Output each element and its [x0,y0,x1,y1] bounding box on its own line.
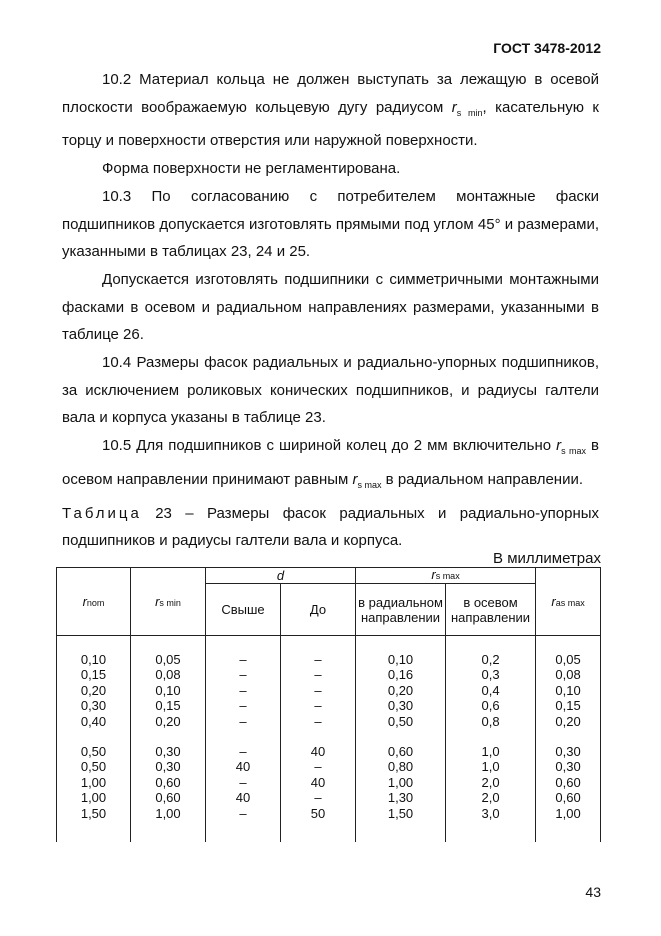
table-cell: 2,0 [481,790,500,806]
value-group [131,744,205,821]
value-group [446,744,535,821]
table-cell: – [239,805,247,821]
units-label: В миллиметрах [493,550,601,567]
table-cell: 0,60 [555,774,581,790]
table-cell: 1,0 [481,744,500,760]
table-cell: 1,50 [387,805,414,821]
table-cell: 3,0 [481,805,500,821]
table-cell: 0,6 [481,698,500,714]
table-cell: 0,30 [387,698,414,714]
table-cell: 1,00 [80,790,107,806]
table-cell: 0,30 [155,759,181,775]
table-cell: 0,30 [555,744,581,760]
paragraph-symmetric: Допускается изготовлять подшипники с симметричными монтажными фасками в осевом и радиальном направлениях размерами, указанными в таблице 26. [62,270,599,344]
col-r-nom [57,636,131,843]
value-group [536,744,600,821]
value-group [356,744,445,821]
table-caption: Таблица 23 – Размеры фасок радиальных и радиально-упорных подшипников и радиусы галтели вала и корпуса. [62,504,600,550]
table-cell: 0,20 [555,713,581,729]
table-cell: 1,00 [387,774,414,790]
col-radial [356,636,446,843]
table-cell: 0,4 [481,682,500,698]
paragraph-10-5: 10.5 Для подшипников с шириной колец до 2 мм включительно $r_{s max}$ в осевом направлении принимают равным $r_{s max}$ в радиальном направлении. [62,437,600,490]
page-number: 43 [585,884,601,900]
table-cell: 0,08 [555,667,581,683]
header-rs-max: rs max [356,568,536,584]
paragraph-10-2: 10.2 Материал кольца не должен выступать за лежащую в осевой плоскости воображаемую кольцевую дугу радиусом $r_{s min}$, касательную к торцу и поверхности отверстия или наружной поверхности. [62,71,599,150]
table-cell: 0,05 [555,652,581,667]
value-group [206,744,280,821]
table-cell: 0,3 [481,667,500,683]
table-cell: 50 [310,805,326,821]
col-d-to [281,636,356,843]
table-cell: – [314,698,322,714]
table-cell: 0,80 [387,759,414,775]
table-cell: 0,60 [555,790,581,806]
value-group [131,652,205,729]
table-cell: – [239,682,247,698]
table-cell: 40 [235,790,251,806]
table-cell: – [314,667,322,683]
value-group [356,652,445,729]
col-d-over [206,636,281,843]
paragraph-10-4: 10.4 Размеры фасок радиальных и радиально-упорных подшипников, за исключением роликовых конических подшипников, и радиусы галтели вала и корпуса указаны в таблице 23. [62,354,599,427]
table-cell: 0,16 [387,667,414,683]
header-d: d [206,568,356,584]
table-cell: 1,00 [155,805,181,821]
table-cell: 0,30 [80,698,107,714]
header-r-nom: rnom [57,568,131,636]
table-cell: 0,10 [555,682,581,698]
document-code: ГОСТ 3478-2012 [493,40,601,56]
table-cell: 1,00 [80,774,107,790]
table-cell: – [239,652,247,667]
table-cell: 0,50 [80,759,107,775]
table-cell: 1,30 [387,790,414,806]
table-cell: 40 [235,759,251,775]
table-cell: 0,60 [387,744,414,760]
table-body-row [57,636,601,843]
table-cell: 0,10 [387,652,414,667]
table-cell: 0,60 [155,774,181,790]
table-cell: – [239,698,247,714]
col-rs-min [131,636,206,843]
value-group [446,652,535,729]
table-cell: 1,0 [481,759,500,775]
table-cell: 0,15 [80,667,107,683]
table-cell: 0,40 [80,713,107,729]
paragraph-10-3: 10.3 По согласованию с потребителем монтажные фаски подшипников допускается изготовлять прямыми под углом 45° и размерами, указанными в таблицах 23, 24 и 25. [62,187,599,261]
table-cell: 1,00 [555,805,581,821]
table-cell: 0,10 [80,652,107,667]
table-cell: 40 [310,744,326,760]
table-cell: 0,20 [80,682,107,698]
value-group [57,744,130,821]
table-cell: – [314,713,322,729]
header-d-to: До [281,584,356,636]
table-cell: 40 [310,774,326,790]
table-cell: 0,20 [155,713,181,729]
table-cell: – [239,713,247,729]
table-cell: 0,05 [155,652,181,667]
table-cell: 0,8 [481,713,500,729]
table-cell: 0,20 [387,682,414,698]
value-group [57,652,130,729]
table-cell: – [314,652,322,667]
table-cell: – [314,759,322,775]
header-ras-max: ras max [536,568,601,636]
table-cell: 0,60 [155,790,181,806]
value-group [281,652,355,729]
table-cell: 0,08 [155,667,181,683]
chamfer-table [56,567,601,842]
table-cell: – [239,667,247,683]
table-cell: 0,30 [155,744,181,760]
table-cell: 2,0 [481,774,500,790]
col-ras-max [536,636,601,843]
table-cell: 0,30 [555,759,581,775]
document-body [62,66,599,555]
table-cell: 0,15 [555,698,581,714]
header-axial: в осевом направлении [446,584,536,636]
table-cell: – [239,744,247,760]
table-cell: – [314,790,322,806]
header-d-over: Свыше [206,584,281,636]
header-rs-min: rs min [131,568,206,636]
value-group [281,744,355,821]
col-axial [446,636,536,843]
table-cell: – [239,774,247,790]
value-group [536,652,600,729]
table-cell: 0,15 [155,698,181,714]
table-cell: 0,10 [155,682,181,698]
header-radial: в радиальном направлении [356,584,446,636]
table-cell: 0,2 [481,652,500,667]
table-cell: 0,50 [387,713,414,729]
table-cell: 0,50 [80,744,107,760]
table-cell: – [314,682,322,698]
paragraph-form: Форма поверхности не регламентирована. [102,160,401,178]
value-group [206,652,280,729]
table-cell: 1,50 [80,805,107,821]
